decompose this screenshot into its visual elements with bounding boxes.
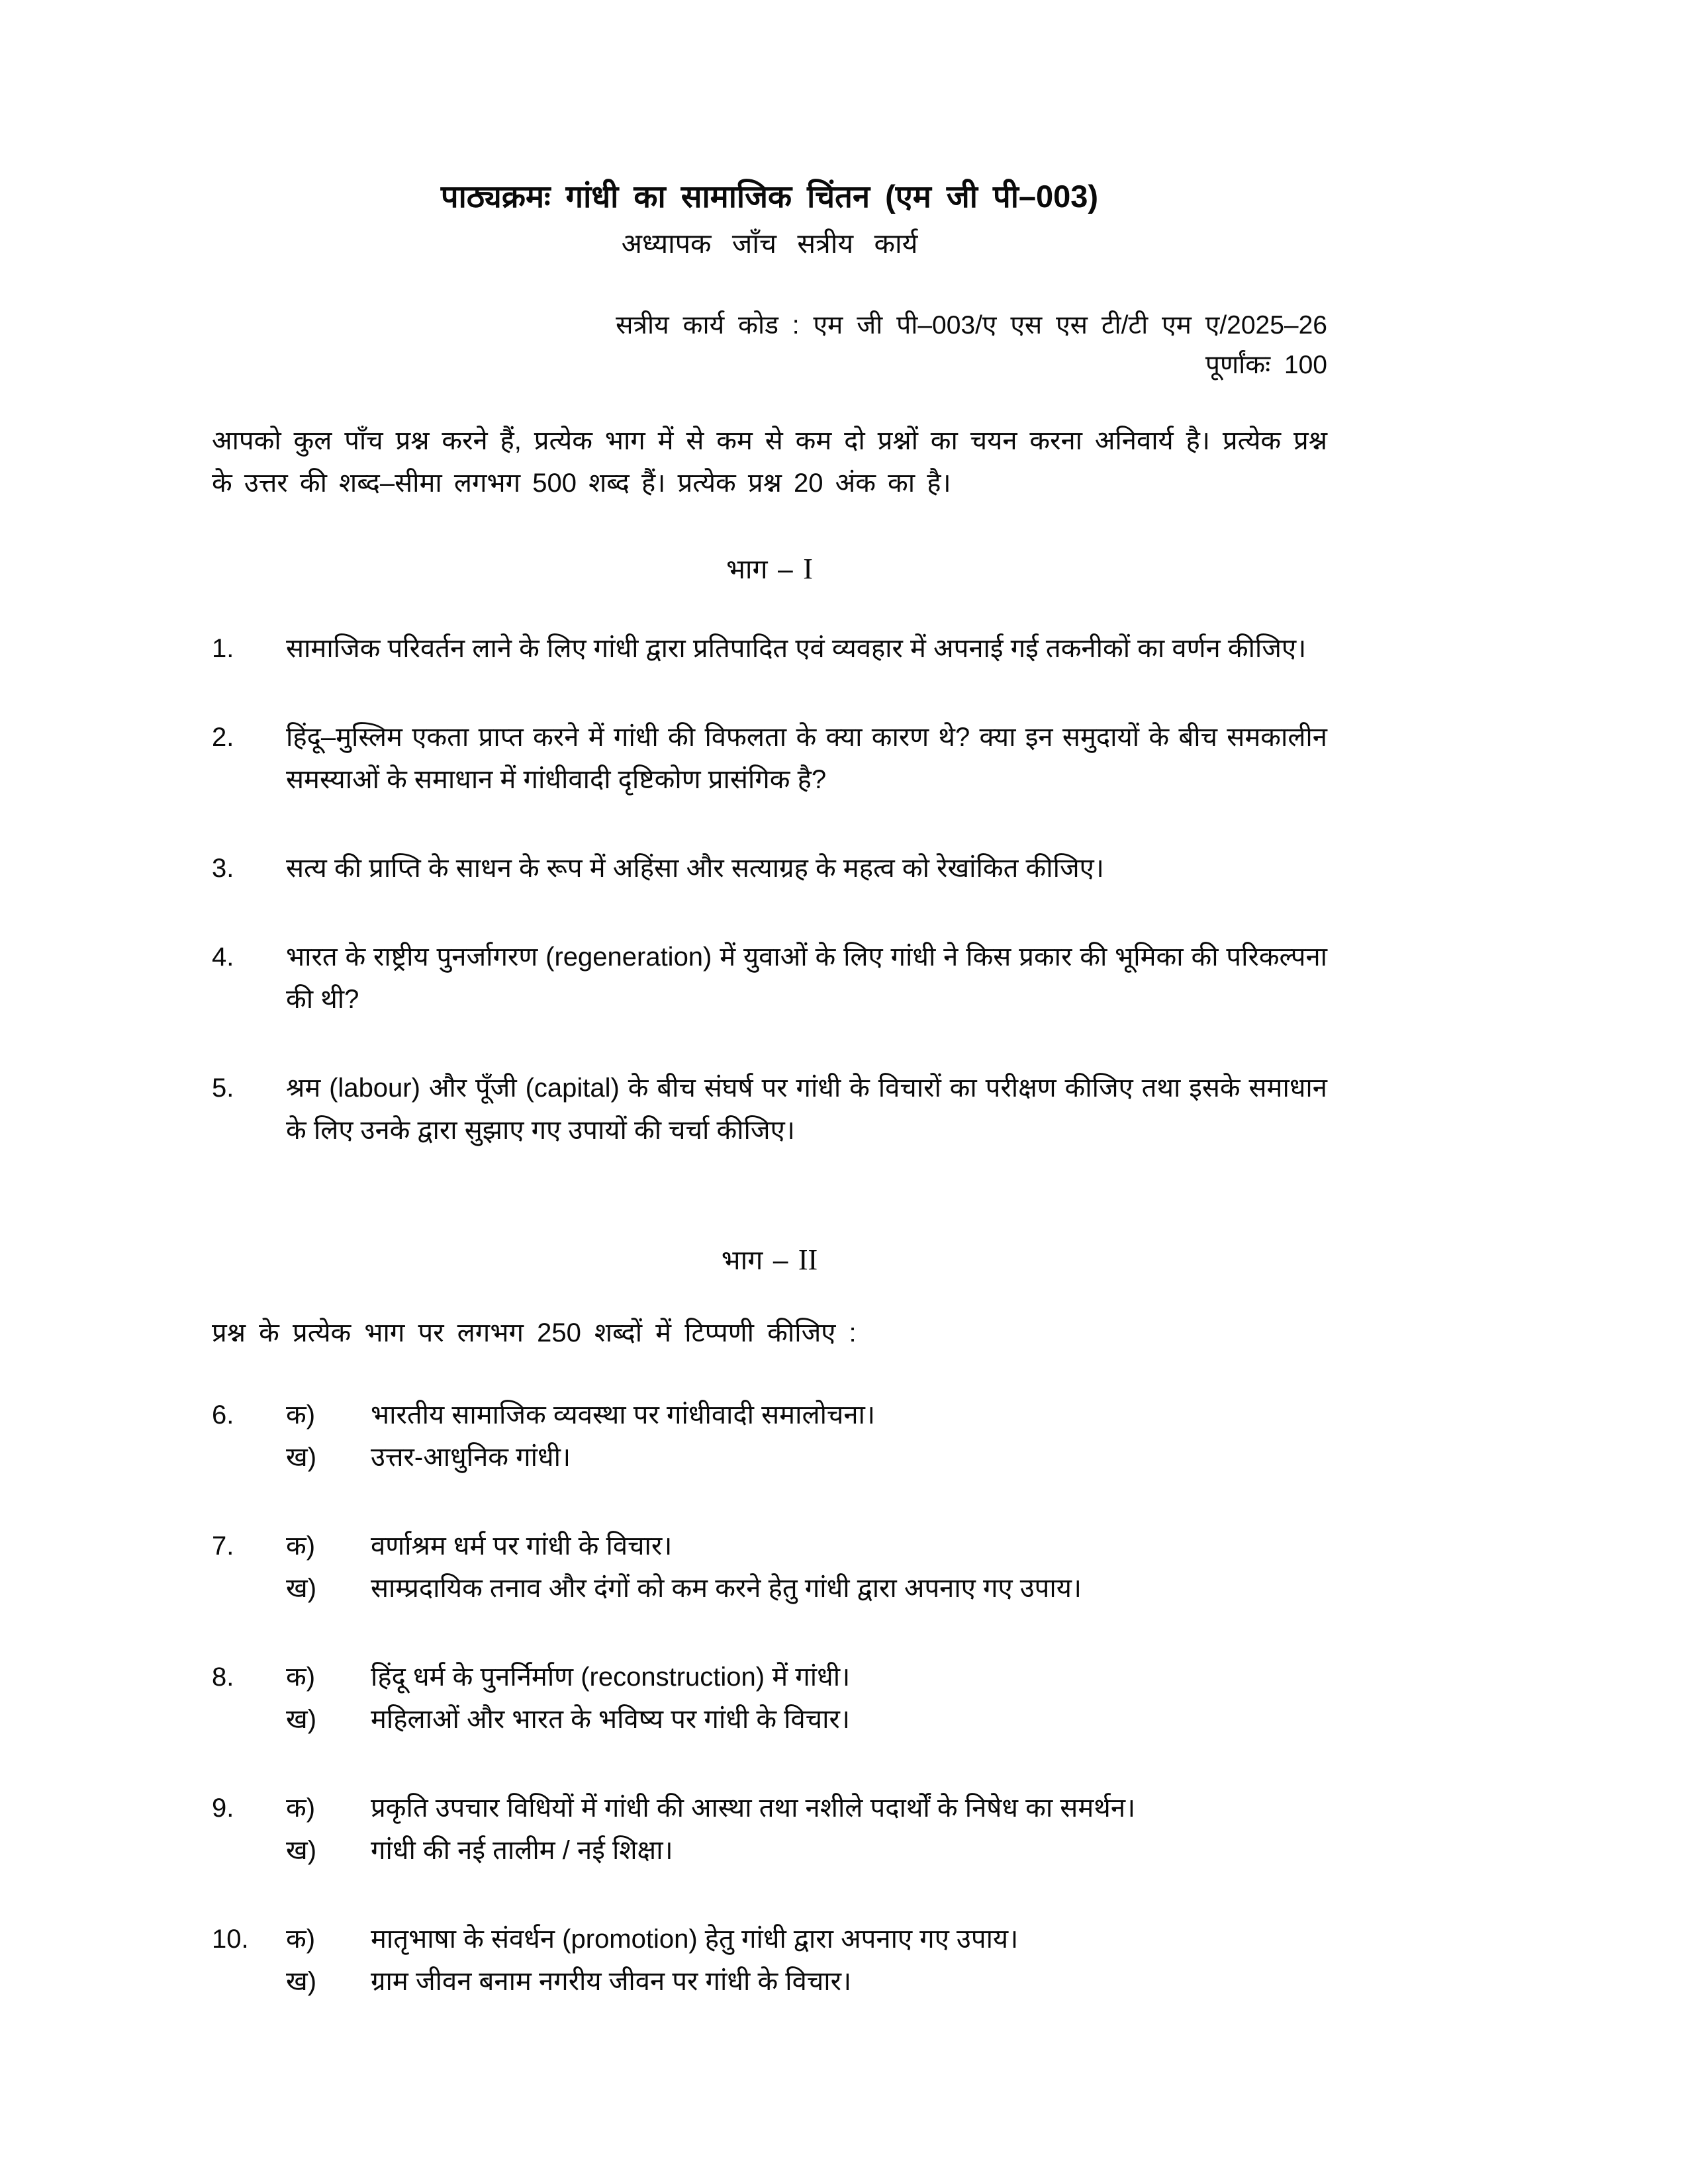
part1-heading-numeral: I: [803, 553, 813, 585]
question-row: [212, 1918, 1327, 2003]
subquestion-text: साम्प्रदायिक तनाव और दंगों को कम करने हेतु गांधी द्वारा अपनाए गए उपाय।: [371, 1574, 1082, 1603]
subquestion-text: वर्णाश्रम धर्म पर गांधी के विचार।: [371, 1531, 673, 1561]
subquestion-row: [286, 1960, 1327, 2003]
subquestions: [286, 1918, 1327, 2003]
question-text: सत्य की प्राप्ति के साधन के रूप में अहिंसा और सत्याग्रह के महत्व को रेखांकित कीजिए।: [286, 854, 1104, 883]
question-number: 5.: [212, 1073, 234, 1103]
document-content: [212, 0, 1327, 2003]
subquestion-label: क): [286, 1662, 316, 1692]
subquestion-label: क): [286, 1400, 316, 1430]
subquestion-label: ख): [286, 1705, 317, 1734]
subquestion-row: [286, 1525, 1327, 1567]
course-title: पाठ्यक्रमः गांधी का सामाजिक चिंतन (एम जी पी–003): [440, 179, 1099, 214]
subquestion-row: [286, 1436, 1327, 1479]
part1-heading-word: भाग –: [726, 554, 804, 584]
subquestion-row: [286, 1656, 1327, 1698]
subquestions: [286, 1787, 1327, 1872]
subquestion-text: भारतीय सामाजिक व्यवस्था पर गांधीवादी समालोचना।: [371, 1400, 876, 1430]
subquestion-row: [286, 1918, 1327, 1960]
question-number: 10.: [212, 1925, 249, 1954]
code-block: [212, 306, 1327, 385]
subquestion-text: गांधी की नई तालीम / नई शिक्षा।: [371, 1836, 673, 1865]
part2-note: प्रश्न के प्रत्येक भाग पर लगभग 250 शब्दों में टिप्पणी कीजिए :: [212, 1318, 857, 1347]
question-row: [212, 1394, 1327, 1479]
subquestion-label: क): [286, 1794, 316, 1823]
part1-heading: [212, 552, 1327, 586]
question-text: हिंदू–मुस्लिम एकता प्राप्त करने में गांधी की विफलता के क्या कारण थे? क्या इन समुदायों के बीच समकालीन समस्याओं के समाधान में गांधीवादी दृष्टिकोण प्रासंगिक है?: [286, 723, 1327, 794]
question-number: 9.: [212, 1794, 234, 1823]
question-row: [212, 1525, 1327, 1610]
question-number: 7.: [212, 1531, 234, 1561]
subquestion-row: [286, 1698, 1327, 1741]
subquestion-row: [286, 1787, 1327, 1829]
subquestion-row: [286, 1567, 1327, 1610]
question-text: सामाजिक परिवर्तन लाने के लिए गांधी द्वारा प्रतिपादित एवं व्यवहार में अपनाई गई तकनीकों का वर्णन कीजिए।: [286, 634, 1307, 663]
subquestion-text: ग्राम जीवन बनाम नगरीय जीवन पर गांधी के विचार।: [371, 1967, 852, 1996]
question-row: [212, 716, 1327, 801]
subquestion-text: हिंदू धर्म के पुनर्निर्माण (reconstruction) में गांधी।: [371, 1662, 851, 1692]
assignment-code: सत्रीय कार्य कोड : एम जी पी–003/ए एस एस टी/टी एम ए/2025–26: [616, 311, 1327, 340]
subquestion-text: उत्तर-आधुनिक गांधी।: [371, 1443, 571, 1472]
subquestion-row: [286, 1394, 1327, 1436]
assignment-subtitle: अध्यापक जाँच सत्रीय कार्य: [621, 228, 918, 259]
subquestion-label: क): [286, 1531, 316, 1561]
subquestion-label: ख): [286, 1574, 317, 1603]
question-number: 1.: [212, 634, 234, 663]
question-number: 3.: [212, 854, 234, 883]
question-text: श्रम (labour) और पूँजी (capital) के बीच संघर्ष पर गांधी के विचारों का परीक्षण कीजिए तथा इसके समाधान के लिए उनके द्वारा सुझाए गए उपायों की चर्चा कीजिए।: [286, 1073, 1327, 1145]
question-row: [212, 1067, 1327, 1152]
subquestion-label: ख): [286, 1443, 317, 1472]
question-number: 8.: [212, 1662, 234, 1692]
question-text: भारत के राष्ट्रीय पुनर्जागरण (regeneration) में युवाओं के लिए गांधी ने किस प्रकार की भूमिका की परिकल्पना की थी?: [286, 942, 1327, 1014]
subquestion-label: ख): [286, 1967, 317, 1996]
subquestions: [286, 1525, 1327, 1610]
subquestion-row: [286, 1829, 1327, 1872]
question-row: [212, 847, 1327, 889]
subquestion-label: क): [286, 1925, 316, 1954]
part2-heading: [212, 1243, 1327, 1277]
instructions-paragraph: आपको कुल पाँच प्रश्न करने हैं, प्रत्येक भाग में से कम से कम दो प्रश्नों का चयन करना अनिवार्य है। प्रत्येक प्रश्न के उत्तर की शब्द–सीमा लगभग 500 शब्द हैं। प्रत्येक प्रश्न 20 अंक का है।: [212, 426, 1327, 498]
question-row: [212, 1656, 1327, 1741]
subquestions: [286, 1394, 1327, 1479]
subquestions: [286, 1656, 1327, 1741]
question-row: [212, 627, 1327, 670]
question-number: 2.: [212, 723, 234, 752]
subquestion-label: ख): [286, 1836, 317, 1865]
subquestion-text: प्रकृति उपचार विधियों में गांधी की आस्था तथा नशीले पदार्थों के निषेध का समर्थन।: [371, 1794, 1136, 1823]
question-row: [212, 1787, 1327, 1872]
part2-heading-numeral: II: [798, 1244, 818, 1276]
subquestion-text: मातृभाषा के संवर्धन (promotion) हेतु गांधी द्वारा अपनाए गए उपाय।: [371, 1925, 1019, 1954]
question-number: 6.: [212, 1400, 234, 1430]
subquestion-text: महिलाओं और भारत के भविष्य पर गांधी के विचार।: [371, 1705, 851, 1734]
question-number: 4.: [212, 942, 234, 972]
max-marks: पूर्णांकः 100: [1205, 351, 1327, 379]
part2-heading-word: भाग –: [721, 1245, 798, 1275]
question-row: [212, 936, 1327, 1021]
